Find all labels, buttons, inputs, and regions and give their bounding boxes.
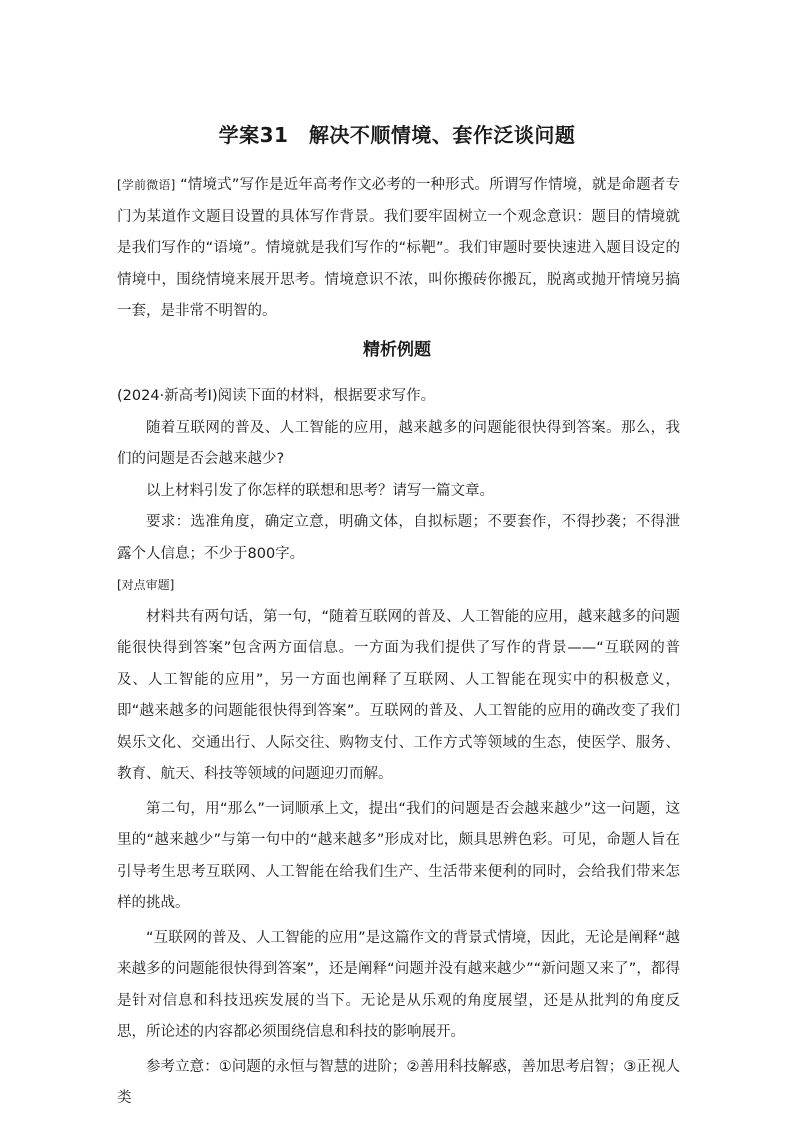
example-section <box>117 381 680 1115</box>
page-title: 学案31 解决不顺情境、套作泛谈问题 <box>218 123 576 147</box>
analysis-paragraph-2: 第二句，用“那么”一词顺承上文，提出“我们的问题是否会越来越少”这一问题，这里的“越来越少”与第一句中的“越来越多”形成对比，颇具思辨色彩。可见，命题人旨在引导考生思考互联网、人工智能在给我们生产、生活带来便利的同时，会给我们带来怎样的挑战。 <box>117 800 680 911</box>
analysis-paragraph-3: “互联网的普及、人工智能的应用”是这篇作文的背景式情境，因此，无论是阐释“越来越多的问题能很快得到答案”，还是阐释“问题并没有越来越少”“新问题又来了”，都得是针对信息和科技迅疾发展的当下。无论是从乐观的角度展望，还是从批判的角度反思，所论述的内容都必须围绕信息和科技的影响展开。 <box>117 929 680 1040</box>
intro-tag: [学前微语] <box>117 178 176 192</box>
source-line: (2024·新高考Ⅰ)阅读下面的材料，根据要求写作。 <box>117 388 436 404</box>
intro-text: “情境式”写作是近年高考作文必考的一种形式。所谓写作情境，就是命题者专门为某道作文题目设置的具体写作背景。我们要牢固树立一个观念意识：题目的情境就是我们写作的“语境”。情境就是我们写作的“标靶”。我们审题时要快速进入题目设定的情境中，围绕情境来展开思考。情境意识不浓，叫你搬砖你搬瓦，脱离或抛开情境另搞一套，是非常不明智的。 <box>117 177 680 319</box>
analysis-paragraph-1: 材料共有两句话，第一句，“随着互联网的普及、人工智能的应用，越来越多的问题能很快得到答案”包含两方面信息。一方面为我们提供了写作的背景——“互联网的普及、人工智能的应用”，另一方面也阐释了互联网、人工智能在现实中的积极意义，即“越来越多的问题能很快得到答案”。互联网的普及、人工智能的应用的确改变了我们娱乐文化、交通出行、人际交往、购物支付、工作方式等领域的生态，使医学、服务、教育、航天、科技等领域的问题迎刃而解。 <box>117 608 680 782</box>
intro-paragraph <box>117 170 680 328</box>
requirements-paragraph: 要求：选准角度，确定立意，明确文体，自拟标题；不要套作，不得抄袭；不得泄露个人信息；不少于800字。 <box>117 514 680 562</box>
material-paragraph: 随着互联网的普及、人工智能的应用，越来越多的问题能很快得到答案。那么，我们的问题是否会越来越少? <box>117 419 680 467</box>
section-heading: 精析例题 <box>363 340 431 360</box>
analysis-label: [对点审题] <box>117 578 175 592</box>
prompt-paragraph: 以上材料引发了你怎样的联想和思考？请写一篇文章。 <box>146 482 494 499</box>
analysis-paragraph-4: 参考立意：①问题的永恒与智慧的进阶；②善用科技解惑，善加思考启智；③正视人类 <box>117 1058 680 1106</box>
